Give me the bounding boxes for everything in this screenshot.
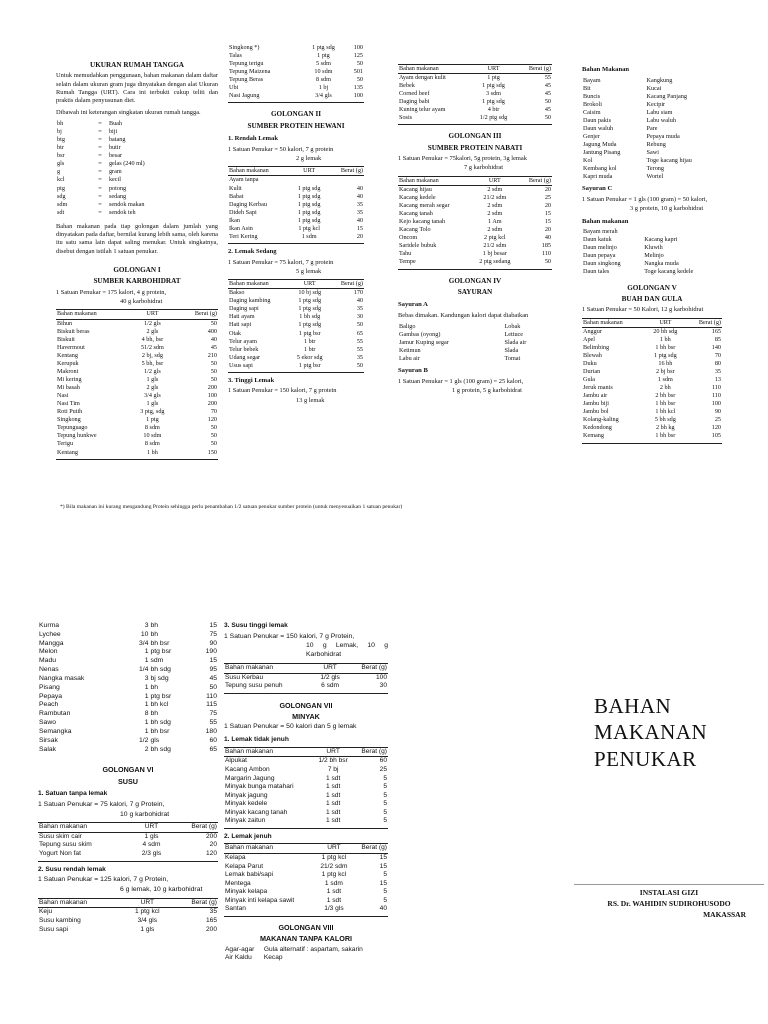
- table-row: Susu sapi 1 gls 200: [39, 925, 217, 933]
- table-row: Tepunguago 8 sdm 50: [57, 424, 217, 432]
- fruit2-table: [38, 622, 218, 754]
- gol4-subA: Sayuran A: [398, 301, 428, 309]
- table-row: Peach 1 bh kcl 115: [39, 701, 217, 709]
- inst-line-1: INSTALASI GIZI: [639, 888, 699, 897]
- table-row: Bihun 1/2 gls 50: [57, 319, 217, 327]
- table-header: Bahan makanan URT Berat (g): [224, 747, 388, 757]
- table-row: Lemak babi/sapi 1 ptg kcl 5: [225, 871, 387, 879]
- table-row: Minyak kelapa 1 sdt 5: [225, 888, 387, 896]
- table-row: Kedondong 2 bh kg 120: [583, 424, 721, 432]
- gol1-penukar2: 40 g karbohidrat: [120, 298, 163, 306]
- gol5-title: GOLONGAN V: [627, 283, 677, 292]
- table-header: Bahan makanan URT Berat (g): [38, 823, 218, 833]
- list-item: Jagung Muda Rebung: [583, 141, 666, 149]
- abbrev-row: ptg = potong: [57, 184, 127, 192]
- table-row: Apel 1 bh 85: [583, 335, 721, 343]
- gol6-penukar2b: 6 g lemak, 10 g karbohidrat: [120, 886, 203, 893]
- table-row: Tepung susu skim 4 sdm 20: [39, 841, 217, 849]
- table-row: Telur ayam 1 btr 55: [229, 337, 363, 345]
- table-row: Kolang-kaling 5 bh sdg 25: [583, 416, 721, 424]
- table-row: Usus sapi 1 ptg bsr 50: [229, 361, 363, 369]
- table-row: Nasi Jagung 3/4 gls 100: [229, 92, 363, 100]
- table-row: Daging sapi 1 ptg sdg 35: [229, 305, 363, 313]
- gol2-sub2: 2. Lemak Sedang: [228, 247, 277, 255]
- gol4-penukarB: 1 Satuan Penukar = 1 gls (100 gram) = 25 kalori,: [398, 377, 524, 385]
- list-item: Caisim Labu siam: [583, 108, 673, 116]
- column-gol2: [228, 44, 364, 408]
- table-row: Terigu 8 sdm 50: [57, 440, 217, 448]
- gol1b-table: [228, 44, 364, 103]
- table-row: Tepung Beras 8 sdm 50: [229, 76, 363, 84]
- inst-line-3: MAKASSAR: [703, 909, 746, 919]
- bahan-subC: Sayuran C: [582, 185, 613, 193]
- gol8-subtitle: MAKANAN TANPA KALORI: [259, 934, 353, 944]
- gol7-sub2: 2. Lemak jenuh: [224, 832, 272, 840]
- gol5-subtitle: BUAH DAN GULA: [621, 294, 683, 303]
- table-row: Teri Kering 1 sdm 20: [229, 232, 363, 240]
- table-header: Bahan makanan URT Berat (g): [399, 176, 551, 184]
- abbrev-row: sdm = sendok makan: [57, 200, 145, 208]
- gol7-sub1: 1. Lemak tidak jenuh: [224, 736, 289, 744]
- table-row: Margarin Jagung 1 sdt 5: [225, 774, 387, 782]
- column-minyak: [224, 618, 388, 963]
- gol3-table: [398, 176, 552, 270]
- table-row: Susu Kerbau 1/2 gls 100: [225, 673, 387, 681]
- table-row: Kelapa Parut 21/2 sdm 15: [225, 862, 387, 870]
- table-row: Talas 1 ptg 125: [229, 52, 363, 60]
- table-row: Nenas 1/4 bh sdg 95: [39, 666, 217, 674]
- gol6-sub1: 1. Satuan tanpa lemak: [38, 790, 108, 798]
- column-gol3: [398, 64, 552, 399]
- gol6-sub3: 3. Susu tinggi lemak: [224, 622, 288, 629]
- gol2-penukar2: 1 Satuan Penukar = 75 kalori, 7 g protein: [228, 258, 334, 266]
- table-row: Melon 1 ptg bsr 190: [39, 648, 217, 656]
- gol6-penukar3b: 10 g Lemak, 10 g Karbohidrat: [306, 642, 388, 659]
- cover-title-line-2: MAKANAN: [594, 720, 708, 745]
- table-row: Hati sapi 1 ptg sdg 50: [229, 321, 363, 329]
- gol2-table2: [228, 279, 364, 373]
- gol7-title: GOLONGAN VII: [279, 700, 333, 710]
- gol4-pairsA: [398, 323, 552, 363]
- table-row: Alpukat 1/2 bh bsr 60: [225, 757, 387, 765]
- table-row: Lychee 10 bh 75: [39, 630, 217, 638]
- abbrev-row: btr = butir: [57, 144, 121, 152]
- table-row: Durian 2 bj bsr 35: [583, 367, 721, 375]
- urt-closing: Bahan makanan pada tiap golongan dalam jumlah yang dinyatakan pada daftar, bernilai kurang lebih sama, oleh karena itu satu sama lain dapat saling menukar. Untuk singkatnya, disebut dengan istilah 1 satuan penukar.: [56, 222, 218, 255]
- gol6-penukar2: 1 Satuan Penukar = 125 kalori, 7 g Protein,: [38, 876, 169, 884]
- abbrev-row: bh = Buah: [57, 120, 123, 127]
- table-header: Bahan makanan URT Berat (g): [399, 65, 551, 72]
- gol2c-table: [398, 64, 552, 125]
- table-row: Otak 1 ptg bsr 65: [229, 329, 363, 337]
- table-row: Keju 1 ptg kcl 35: [39, 908, 217, 916]
- list-item: Labu air Tomat: [399, 355, 521, 363]
- table-row: Biskuit beras 2 gls 400: [57, 327, 217, 335]
- table-row: Mi kering 1 gls 50: [57, 375, 217, 383]
- gol3-title: GOLONGAN III: [448, 132, 502, 141]
- gol4-subB: Sayuran B: [398, 367, 428, 375]
- table-row: Tepung susu penuh 6 sdm 30: [225, 682, 387, 690]
- abbrev-row: sdt = sendok teh: [57, 208, 136, 216]
- list-item: Kembang kol Terong: [583, 165, 664, 173]
- list-item: Daun pakis Labu waluh: [583, 116, 676, 124]
- inst-line-2: RS. Dr. WAHIDIN SUDIROHUSODO: [607, 898, 731, 908]
- gol7-table1: [224, 747, 388, 829]
- table-row: Kentang 1 bh 150: [57, 448, 217, 456]
- table-row: Susu skim cair 1 gls 200: [39, 832, 217, 840]
- gol4-descA: Bebas dimakan. Kandungan kalori dapat diabaikan: [398, 311, 529, 319]
- table-row: Tepung hunkwe 10 sdm 50: [57, 432, 217, 440]
- gol8-table: [224, 946, 388, 963]
- table-row: Jambu biji 1 bh bsr 100: [583, 400, 721, 408]
- list-item: Bayam Kangkung: [583, 76, 673, 84]
- list-item: Agar-agar Gula alternatif : aspartam, sakarin: [225, 945, 363, 953]
- table-row: Kacang merah segar 2 sdm 20: [399, 202, 551, 209]
- table-row: Sirsak 1/2 gls 60: [39, 736, 217, 744]
- table-row: Ikan 1 ptg sdg 40: [229, 216, 363, 224]
- table-header: Bahan makanan URT Berat (g): [583, 318, 721, 326]
- table-row: Tahu 1 bj besar 110: [399, 250, 551, 258]
- list-item: Jamur Kuping segar Slada air: [399, 339, 527, 347]
- table-row: Udang segar 5 ekor sdg 35: [229, 353, 363, 361]
- table-row: Mangga 3/4 bh bsr 90: [39, 639, 217, 647]
- table-row: Tempe 2 ptg sedang 50: [399, 258, 551, 266]
- table-row: Pepaya 1 ptg bsr 110: [39, 692, 217, 700]
- list-item: Air Kaldu Kecap: [225, 954, 283, 962]
- bahan-pairs2: [582, 228, 722, 276]
- table-row: Hati ayam 1 bh sdg 30: [229, 313, 363, 321]
- list-item: Gambas (oyong) Lettuce: [399, 331, 524, 339]
- table-row: Bakso 10 bj sdg 170: [229, 289, 363, 297]
- abbrev-row: g = gram: [57, 168, 122, 176]
- table-row: Gula 1 sdm 13: [583, 376, 721, 384]
- cover-divider: [574, 884, 764, 885]
- table-row: Jeruk manis 2 bh 110: [583, 384, 721, 392]
- gol4-subtitle: SAYURAN: [457, 287, 493, 296]
- table-row: Duku 16 bh 80: [583, 359, 721, 367]
- table-row: Roti Putih 3 ptg, sdg 70: [57, 408, 217, 416]
- table-row: Kacang hijau 2 sdm 20: [399, 185, 551, 193]
- list-item: Ketimun Slada: [399, 347, 519, 355]
- gol6-sub2: 2. Susu rendah lemak: [38, 865, 106, 873]
- gol6-penukar1b: 10 g karbohidrat: [120, 810, 170, 818]
- gol6-subtitle: SUSU: [118, 776, 138, 786]
- table-row: Biskuit 4 bh, bsr 40: [57, 335, 217, 343]
- table-row: Corned beef 3 sdm 45: [399, 90, 551, 98]
- table-row: Blewah 1 ptg sdg 70: [583, 351, 721, 359]
- gol6-title: GOLONGAN VI: [102, 765, 154, 775]
- table-row: Havermout 51/2 sdm 45: [57, 343, 217, 351]
- gol8-title: GOLONGAN VIII: [278, 922, 334, 932]
- table-row: Singkong *) 1 ptg sdg 100: [229, 44, 363, 51]
- gol7-subtitle: MINYAK: [292, 712, 320, 722]
- gol1-table: [56, 309, 218, 459]
- table-row: Kuning telur ayam 4 btr 45: [399, 106, 551, 114]
- table-row: Anggur 20 bh sdg 165: [583, 327, 721, 335]
- table-row: Ayam tanpa: [229, 176, 259, 184]
- urt-title: UKURAN RUMAH TANGGA: [90, 61, 184, 69]
- table-header: Bahan makanan URT Berat (g): [229, 280, 363, 288]
- table-row: Pisang 1 bh 50: [39, 683, 217, 691]
- cover-title-line-3: PENUKAR: [594, 746, 697, 771]
- gol1-title: GOLONGAN I: [113, 266, 161, 275]
- table-row: Kemang 1 bh bsr 105: [583, 432, 721, 440]
- abbrev-row: bsr = besar: [57, 152, 123, 160]
- abbrev-row: gls = gelas (240 ml): [57, 160, 145, 168]
- list-item: Bayam merah: [583, 228, 618, 236]
- list-item: Genjer Pepaya muda: [583, 133, 680, 140]
- gol2-title: GOLONGAN II: [270, 110, 322, 119]
- gol5-table: [582, 318, 722, 444]
- table-row: Mi basah 2 gls 200: [57, 384, 217, 391]
- table-row: Tepung Maizena 10 sdm 501: [229, 68, 363, 76]
- bahan-title2: Bahan makanan: [582, 217, 629, 225]
- gol2-sub3: 3. Tinggi Lemak: [228, 376, 275, 384]
- list-item: Daun pepaya Melinjo: [583, 252, 664, 260]
- table-row: Minyak kedele 1 sdt 5: [225, 800, 387, 808]
- table-row: Ikan Asin 1 ptg kcl 15: [229, 224, 363, 232]
- table-row: Belimbing 1 bh bsr 140: [583, 343, 721, 351]
- table-row: Santan 1/3 gls 40: [225, 905, 387, 913]
- table-header: Bahan makanan URT Berat (g): [38, 898, 218, 908]
- table-row: Saridele bubuk 21/2 sdm 185: [399, 242, 551, 250]
- column-urt: [56, 58, 218, 460]
- table-row: Semangka 1 bh bsr 180: [39, 727, 217, 735]
- table-row: Kacang Tolo 2 sdm 20: [399, 226, 551, 234]
- table-row: Kerupuk 5 bh, bsr 50: [57, 359, 217, 367]
- table-row: Mentega 1 sdm 15: [225, 879, 387, 887]
- table-row: Kacang tanah 2 sdm 15: [399, 210, 551, 218]
- table-row: Yogurt Non fat 2/3 gls 120: [39, 850, 217, 858]
- table-row: Telur bebek 1 btr 55: [229, 345, 363, 353]
- gol6-penukar3: 1 Satuan Penukar = 150 kalori, 7 g Protein,: [224, 632, 355, 640]
- table-row: Singkong 1 ptg 120: [57, 416, 217, 424]
- table-row: Susu kambing 3/4 gls 165: [39, 916, 217, 924]
- column-bahan: [582, 62, 722, 444]
- list-item: Daun waluh Pare: [583, 124, 658, 132]
- table-row: Minyak inti kelapa sawit 1 sdt 5: [225, 896, 387, 904]
- abbrev-row: kcl = kecil: [57, 176, 121, 184]
- bahan-penukarC: 1 Satuan Penukar = 1 gls (100 gram) = 50 kalori,: [582, 195, 708, 203]
- gol2-table1: [228, 166, 364, 244]
- table-header: Bahan makanan URT Berat (g): [229, 167, 363, 175]
- gol3-subtitle: SUMBER PROTEIN NABATI: [427, 143, 523, 152]
- gol2-penukar3: 1 Satuan Penukar = 150 kalori, 7 g protein: [228, 387, 337, 395]
- list-item: Kapri muda Wortel: [583, 173, 664, 181]
- table-row: Kacang kedele 21/2 sdm 25: [399, 193, 551, 201]
- table-header: Bahan makanan URT Berat (g): [224, 664, 388, 674]
- gol2-penukar3b: 13 g lemak: [296, 396, 325, 404]
- footnote: *) Bila makanan ini kurang mengandung Protein sehingga perlu penambahan 1/2 satuan penukar sumber protein (untuk menyesuaikan 1 satuan penukar): [60, 504, 403, 510]
- gol4-title: GOLONGAN IV: [448, 276, 502, 285]
- abbrev-table: [56, 120, 218, 217]
- table-row: Kejo kacang tanah 1 Am 15: [399, 218, 551, 226]
- gol2-penukar1b: 2 g lemak: [296, 155, 322, 163]
- table-row: Bebek 1 ptg sdg 45: [399, 82, 551, 90]
- table-row: Kacang Ambon 7 bj 25: [225, 765, 387, 773]
- cover-institution: [574, 888, 764, 921]
- gol5-penukar: 1 Satuan Penukar = 50 Kalori, 12 g karbohidrat: [582, 306, 704, 314]
- bahan-penukarC2: 3 g protein, 10 g karbohidrat: [630, 205, 704, 213]
- gol7-table2: [224, 843, 388, 917]
- list-item: Daun melinjo Kluwih: [583, 244, 663, 252]
- table-row: Minyak bunga matahari 1 sdt 5: [225, 783, 387, 791]
- gol1-penukar: 1 Satuan Penukar = 175 kalori, 4 g protein,: [56, 288, 167, 296]
- table-row: Madu 1 sdm 15: [39, 657, 217, 665]
- table-header: Bahan makanan URT Berat (g): [57, 310, 217, 318]
- table-row: Nasi 3/4 gls 100: [57, 392, 217, 400]
- list-item: Bit Kucai: [583, 84, 662, 92]
- table-row: Kulit 1 ptg sdg 40: [229, 184, 363, 192]
- list-item: Jantung Pisang Sawi: [583, 149, 659, 157]
- bahan-pairs: [582, 77, 722, 182]
- table-row: Salak 2 bh sdg 65: [39, 745, 217, 753]
- table-row: Makroni 1/2 gls 50: [57, 367, 217, 375]
- column-fruit-susu: [38, 622, 218, 934]
- table-row: Daging kambing 1 ptg sdg 40: [229, 297, 363, 305]
- gol4-penukarB2: 1 g protein, 5 g karbohidrat: [452, 387, 522, 395]
- gol2-subtitle: SUMBER PROTEIN HEWANI: [247, 121, 345, 130]
- table-row: Sawo 1 bh sdg 55: [39, 719, 217, 727]
- gol2-penukar1: 1 Satuan Penukar = 50 kalori, 7 g protein: [228, 145, 334, 153]
- gol6-penukar1: 1 Satuan Penukar = 75 kalori, 7 g Protein,: [38, 800, 165, 808]
- table-row: Sosis 1/2 ptg sdg 50: [399, 114, 551, 122]
- gol3-penukar2: 7 g karbohidrat: [464, 164, 504, 172]
- table-row: Daging babi 1 ptg sdg 50: [399, 98, 551, 106]
- gol2-penukar2b: 5 g lemak: [296, 267, 322, 275]
- table-row: Kurma 3 bh 15: [39, 622, 217, 629]
- table-row: Ubi 1 bj 135: [229, 84, 363, 92]
- gol3-penukar: 1 Satuan Penukar = 75kalori, 5g protein, 3g lemak: [398, 155, 527, 163]
- table-row: Jambu air 2 bh bsr 110: [583, 392, 721, 400]
- list-item: Baligo Lobak: [399, 323, 521, 331]
- table-row: Kelapa 1 ptg kcl 15: [225, 854, 387, 862]
- list-item: Brokoli Kecipir: [583, 100, 666, 108]
- table-row: Rambutan 8 bh 75: [39, 710, 217, 718]
- table-row: Ayam dengan kulit 1 ptg 55: [399, 74, 551, 82]
- table-row: Minyak kacang tanah 1 sdt 5: [225, 808, 387, 816]
- table-row: Daging Kerbau 1 ptg sdg 35: [229, 200, 363, 208]
- list-item: Daun katuk Kacang kapri: [583, 236, 678, 244]
- gol2-sub1: 1. Rendah Lemak: [228, 135, 279, 143]
- table-row: Tepung terigu 5 sdm 50: [229, 60, 363, 68]
- urt-intro2: Dibawah ini keterangan singkatan ukuran rumah tangga.: [56, 108, 201, 116]
- bahan-title: Bahan Makanan: [582, 66, 630, 73]
- gol1-subtitle: SUMBER KARBOHIDRAT: [93, 277, 181, 286]
- abbrev-row: bj = biji: [57, 128, 118, 136]
- list-item: Daun singkong Nangka muda: [583, 260, 679, 268]
- urt-intro: Untuk memudahkan penggunaan, bahan makanan dalam daftar selain dalam ukuran gram juga dinyatakan dengan alat Ukuran Rumah Tangga (URT). Cara ini terbukti cukup teliti dan praktis dalam penyusunan diet.: [56, 72, 218, 105]
- gol7-penukar: 1 Satuan Penukar = 50 kalori dan 5 g lemak: [224, 723, 357, 731]
- table-row: Oncom 2 ptg kcl 40: [399, 234, 551, 242]
- table-row: Kentang 2 bj, sdg 210: [57, 351, 217, 359]
- list-item: Kol Toge kacang hijau: [583, 157, 692, 165]
- abbrev-row: btg = batang: [57, 136, 126, 144]
- cover-title: [594, 693, 707, 772]
- cover-title-line-1: BAHAN: [594, 694, 672, 718]
- list-item: Daun tales Toge kacang kedele: [583, 268, 694, 276]
- gol6-table1: [38, 822, 218, 861]
- table-header: Bahan makanan URT Berat (g): [224, 844, 388, 854]
- table-row: Minyak zaitun 1 sdt 5: [225, 817, 387, 825]
- table-row: Dideh Sapi 1 ptg sdg 35: [229, 208, 363, 216]
- table-row: Nasi Tim 1 gls 200: [57, 400, 217, 408]
- gol6-table2: [38, 898, 218, 934]
- list-item: Buncis Kacang Panjang: [583, 92, 687, 100]
- table-row: Nangka masak 3 bj sdg 45: [39, 674, 217, 682]
- table-row: Jambu bol 1 bh kcl 90: [583, 408, 721, 416]
- table-row: Babat 1 ptg sdg 40: [229, 192, 363, 200]
- abbrev-row: sdg = sedang: [57, 192, 127, 200]
- gol6-table3: [224, 663, 388, 694]
- table-row: Minyak jagung 1 sdt 5: [225, 791, 387, 799]
